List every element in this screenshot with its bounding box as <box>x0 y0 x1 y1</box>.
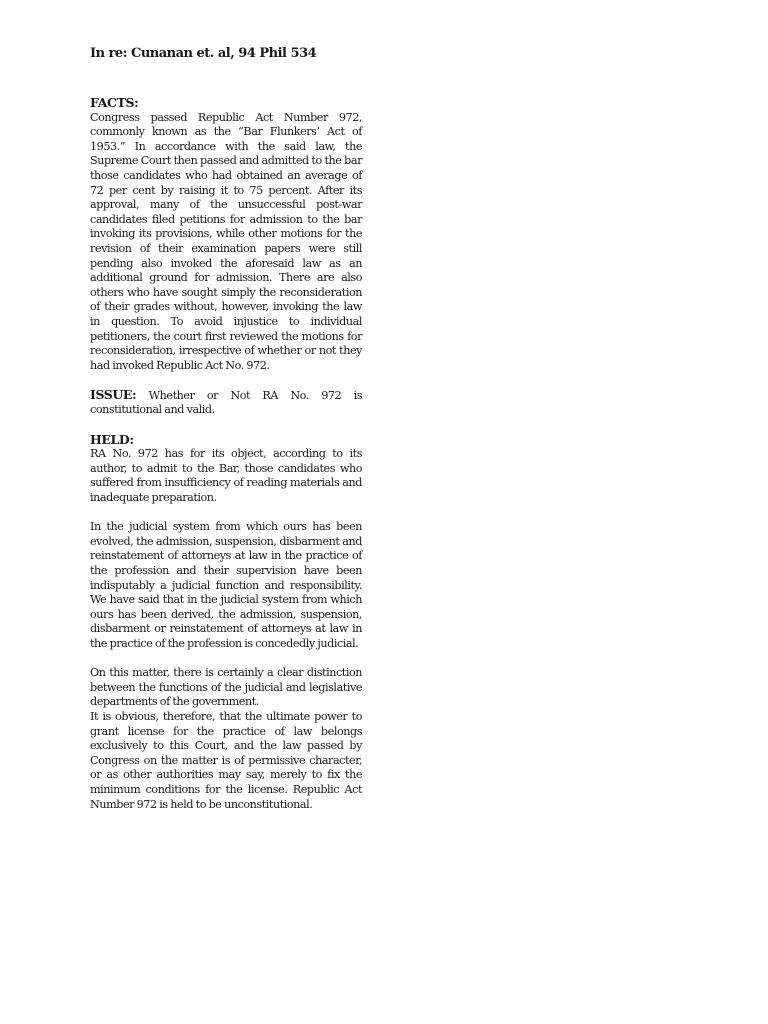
issue-paragraph <box>90 388 362 418</box>
issue-text: Whether or Not RA No. 972 is constitutional and valid. <box>90 388 362 417</box>
held-paragraph: In the judicial system from which ours has been evolved, the admission, suspension, disbarment and reinstatement of attorneys at law in the practice of the profession and their supervision have been indisputably a judicial function and responsibility. We have said that in the judicial system from which ours has been derived, the admission, suspension, disbarment or reinstatement of attorneys at law in the practice of the profession is concededly judicial. <box>90 520 362 650</box>
issue-heading: ISSUE: <box>90 386 137 402</box>
document-page <box>90 44 362 827</box>
facts-section <box>90 96 362 373</box>
paragraph-gap <box>90 506 362 521</box>
paragraph-gap <box>90 652 362 667</box>
facts-heading: FACTS: <box>90 95 139 110</box>
document-title: In re: Cunanan et. al, 94 Phil 534 <box>90 46 317 61</box>
facts-text: Congress passed Republic Act Number 972, commonly known as the “Bar Flunkers’ Act of 1953.” In accordance with the said law, the Supreme Court then passed and admitted to the bar those candidates who had obtained an average of 72 per cent by raising it to 75 percent. After its approval, many of the unsuccessful post-war candidates filed petitions for admission to the bar invoking its provisions, while other motions for the revision of their examination papers were still pending also invoked the aforesaid law as an additional ground for admission. There are also others who have sought simply the reconsideration of their grades without, however, invoking the law in question. To avoid injustice to individual petitioners, the court first reviewed the motions for reconsideration, irrespective of whether or not they had invoked Republic Act No. 972. <box>90 110 362 372</box>
held-heading: HELD: <box>90 431 134 447</box>
held-paragraph: It is obvious, therefore, that the ultimate power to grant license for the practice of law belongs exclusively to this Court, and the law passed by Congress on the matter is of permissive character, or as other authorities may say, merely to fix the minimum conditions for the license. Republic Act Number 972 is held to be unconstitutional. <box>90 709 362 811</box>
issue-section <box>90 388 362 418</box>
held-paragraph: On this matter, there is certainly a clear distinction between the functions of the judicial and legislative departments of the government. <box>90 666 362 709</box>
held-section <box>90 433 362 812</box>
held-paragraph: RA No. 972 has for its object, according to its author, to admit to the Bar, those candidates who suffered from insufficiency of reading materials and inadequate preparation. <box>90 447 362 505</box>
